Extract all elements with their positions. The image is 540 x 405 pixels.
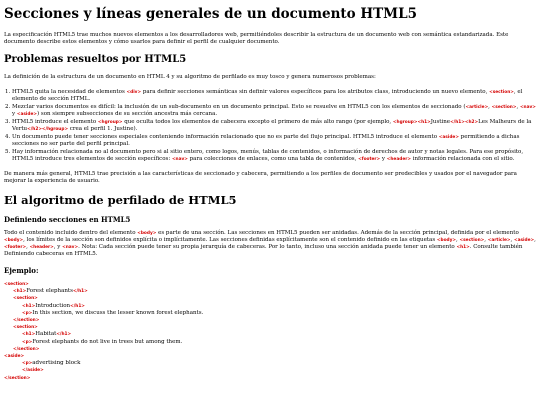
code-line <box>4 317 536 324</box>
inline-code-tag: <footer> <box>358 157 381 162</box>
code-tag: <section> <box>4 282 29 287</box>
text-run: , <box>534 237 536 243</box>
code-tag: <section> <box>13 325 38 331</box>
code-tag: </section> <box>4 375 31 381</box>
problem-item <box>12 119 536 133</box>
code-text: Forest elephants <box>26 288 73 295</box>
code-line <box>4 346 536 353</box>
text-run: , los límites de la sección son definidos explícita o implícitamente. Las secciones definidas explícitamente son el contenido definido en las etiquetas <box>23 237 437 243</box>
text-run: , <box>488 104 492 110</box>
text-run: , y <box>53 244 63 250</box>
text-run: y <box>380 156 387 162</box>
code-line <box>4 375 536 382</box>
inline-code-tag: <aside> <box>513 238 535 243</box>
text-run: , <box>510 237 514 243</box>
code-line <box>4 295 536 302</box>
text-run: Justine <box>430 119 451 125</box>
code-line <box>4 331 536 338</box>
text-run: Un documento puede tener secciones especiales conteniendo información relacionado que no es parte del flujo principal. HTML5 introduce el elemento <box>12 134 439 140</box>
text-run: HTML5 introduce el elemento <box>12 119 98 125</box>
code-line <box>4 367 536 374</box>
code-text: Habitat <box>35 331 57 338</box>
section2-body <box>4 230 536 258</box>
code-text: In this section, we discuss the lesser known forest elephants. <box>32 309 204 316</box>
inline-code-tag: <section> <box>489 90 514 95</box>
inline-code-tag: <aside> <box>16 112 37 117</box>
code-text: Forest elephants do not live in trees but among them. <box>32 338 183 345</box>
inline-code-tag: <header> <box>29 245 54 250</box>
inline-code-tag: <nav> <box>62 245 79 250</box>
text-run: , <box>516 104 520 110</box>
inline-code-tag: <h1> <box>456 245 470 250</box>
intro-paragraph: La especificación HTML5 trae muchos nuevos elementos a los desarrolladores web, permitiéndoles describir la estructura de un documento web con semántica estandarizada. Este documento describe estos elementos y cómo usarlos para definir el perfil de cualquier documento. <box>4 32 509 45</box>
section2-subheading: Definiendo secciones en HTML5 <box>4 215 131 224</box>
code-tag: <section> <box>13 296 38 302</box>
problems-list <box>4 89 536 163</box>
code-tag: <p> <box>22 310 33 316</box>
text-run: Hay información relacionada no al documento pero si al sitio entero, como logos, menús, tablas de contenidos, o información de derechos de autor y notas legales. Para ese propósito, HTML5 introduce tres elementos de sección específicos: <box>12 149 524 162</box>
inline-code-tag: <footer> <box>4 245 27 250</box>
inline-code-tag: <nav> <box>519 105 536 110</box>
code-line <box>4 310 536 317</box>
text-run: . Consulte también Definiendo cabeceras en HTML5. <box>4 244 523 257</box>
inline-code-tag: <hgroup> <box>97 120 123 125</box>
text-run: que oculta todos los elementos de cabecera excepto el primero de más alto rango (por ejemplo, <box>122 119 393 125</box>
problem-item <box>12 104 536 118</box>
text-run: Mezclar varios documentos es difícil: la inclusión de un sub-documento en un documento principal. Esto se resuelve en HTML5 con los elementos de seccionado ( <box>12 104 466 110</box>
code-line <box>4 288 536 295</box>
code-tag: <p> <box>22 339 33 345</box>
inline-code-tag: <section> <box>459 238 485 243</box>
text-run: Todo el contenido incluido dentro del elemento <box>4 230 138 236</box>
code-tag: <aside> <box>4 354 25 360</box>
text-run: , <box>456 237 460 243</box>
text-run: Les Malheurs de la Vertu <box>12 119 532 132</box>
text-run: ) son siempre subsecciones de su sección ancestra más cercana. <box>36 111 218 117</box>
inline-code-tag: <body> <box>436 238 457 243</box>
problem-item <box>12 89 536 103</box>
inline-code-tag: <div> <box>126 90 142 95</box>
code-tag: <h1> <box>22 303 36 309</box>
code-line <box>4 303 536 310</box>
code-line <box>4 281 536 288</box>
code-tag: </h1> <box>72 289 88 295</box>
inline-code-tag: <section> <box>491 105 517 110</box>
code-tag: </h1> <box>70 303 85 309</box>
inline-code-tag: <body> <box>4 238 24 243</box>
inline-code-tag: <aside> <box>438 135 459 140</box>
text-run: , <box>484 237 488 243</box>
code-line <box>4 360 536 367</box>
section1-heading: Problemas resueltos por HTML5 <box>4 54 187 65</box>
problem-item <box>12 149 536 163</box>
problem-item <box>12 134 536 148</box>
code-tag: </section> <box>13 346 40 352</box>
example-heading: Ejemplo: <box>4 266 39 275</box>
inline-code-tag: <header> <box>386 157 411 162</box>
text-run: crea el perfil 1. Justine). <box>68 126 138 132</box>
inline-code-tag: <article> <box>487 238 511 243</box>
text-run: y <box>12 111 17 117</box>
inline-code-tag: <hgroup><h1> <box>392 120 431 125</box>
section1-lead: La definición de la estructura de un documento en HTML 4 y su algoritmo de perfilado es muy tosco y genera numerosos problemas: <box>4 74 376 80</box>
inline-code-tag: <body> <box>137 231 157 236</box>
code-tag: </aside> <box>22 368 44 374</box>
section2-heading: El algoritmo de perfilado de HTML5 <box>4 193 237 207</box>
code-line <box>4 339 536 346</box>
page-title: Secciones y líneas generales de un documento HTML5 <box>4 6 417 22</box>
text-run: . Nota: Cada sección puede tener su propia jerarquía de cabeceras. Por lo tanto, incluso una sección anidada puede tener un elemento <box>78 244 457 250</box>
text-run: permitiendo a dichas secciones no ser parte del perfil principal. <box>12 134 520 147</box>
text-run: es parte de una sección. Las secciones en HTML5 pueden ser anidadas. Además de la sección principal, definida por el elemento <box>156 230 519 236</box>
text-run: para definir secciones semánticas sin definir valores específicos para los atributos class, introduciendo un nuevo elemento, <box>141 89 490 95</box>
inline-code-tag: <article> <box>465 105 489 110</box>
text-run: HTML5 quita la necesidad de elementos <box>12 89 127 95</box>
code-tag: <h1> <box>22 332 36 338</box>
code-tag: <h1> <box>13 289 27 295</box>
code-line <box>4 353 536 360</box>
code-tag: <p> <box>22 361 33 367</box>
text-run: información relacionada con el sitio. <box>410 156 515 162</box>
code-tag: </section> <box>13 318 40 324</box>
code-text: Introduction <box>35 302 71 309</box>
code-line <box>4 324 536 331</box>
text-run: , el elemento de sección HTML. <box>12 89 523 102</box>
code-example <box>4 281 536 382</box>
text-run: , <box>26 244 30 250</box>
inline-code-tag: </h2></hgroup> <box>27 127 69 132</box>
inline-code-tag: </h1><h2> <box>450 120 479 125</box>
code-text: advertising block <box>32 360 81 367</box>
text-run: para colecciones de enlaces, como una tabla de contenidos, <box>187 156 359 162</box>
section1-closing: De manera más general, HTML5 trae precisión a las características de seccionado y cabecera, permitiendo a los perfiles de documento ser predecibles y usados por el navegador para mejorar la experiencia de usuario. <box>4 171 517 184</box>
inline-code-tag: <nav> <box>171 157 188 162</box>
code-tag: </h1> <box>56 332 72 338</box>
